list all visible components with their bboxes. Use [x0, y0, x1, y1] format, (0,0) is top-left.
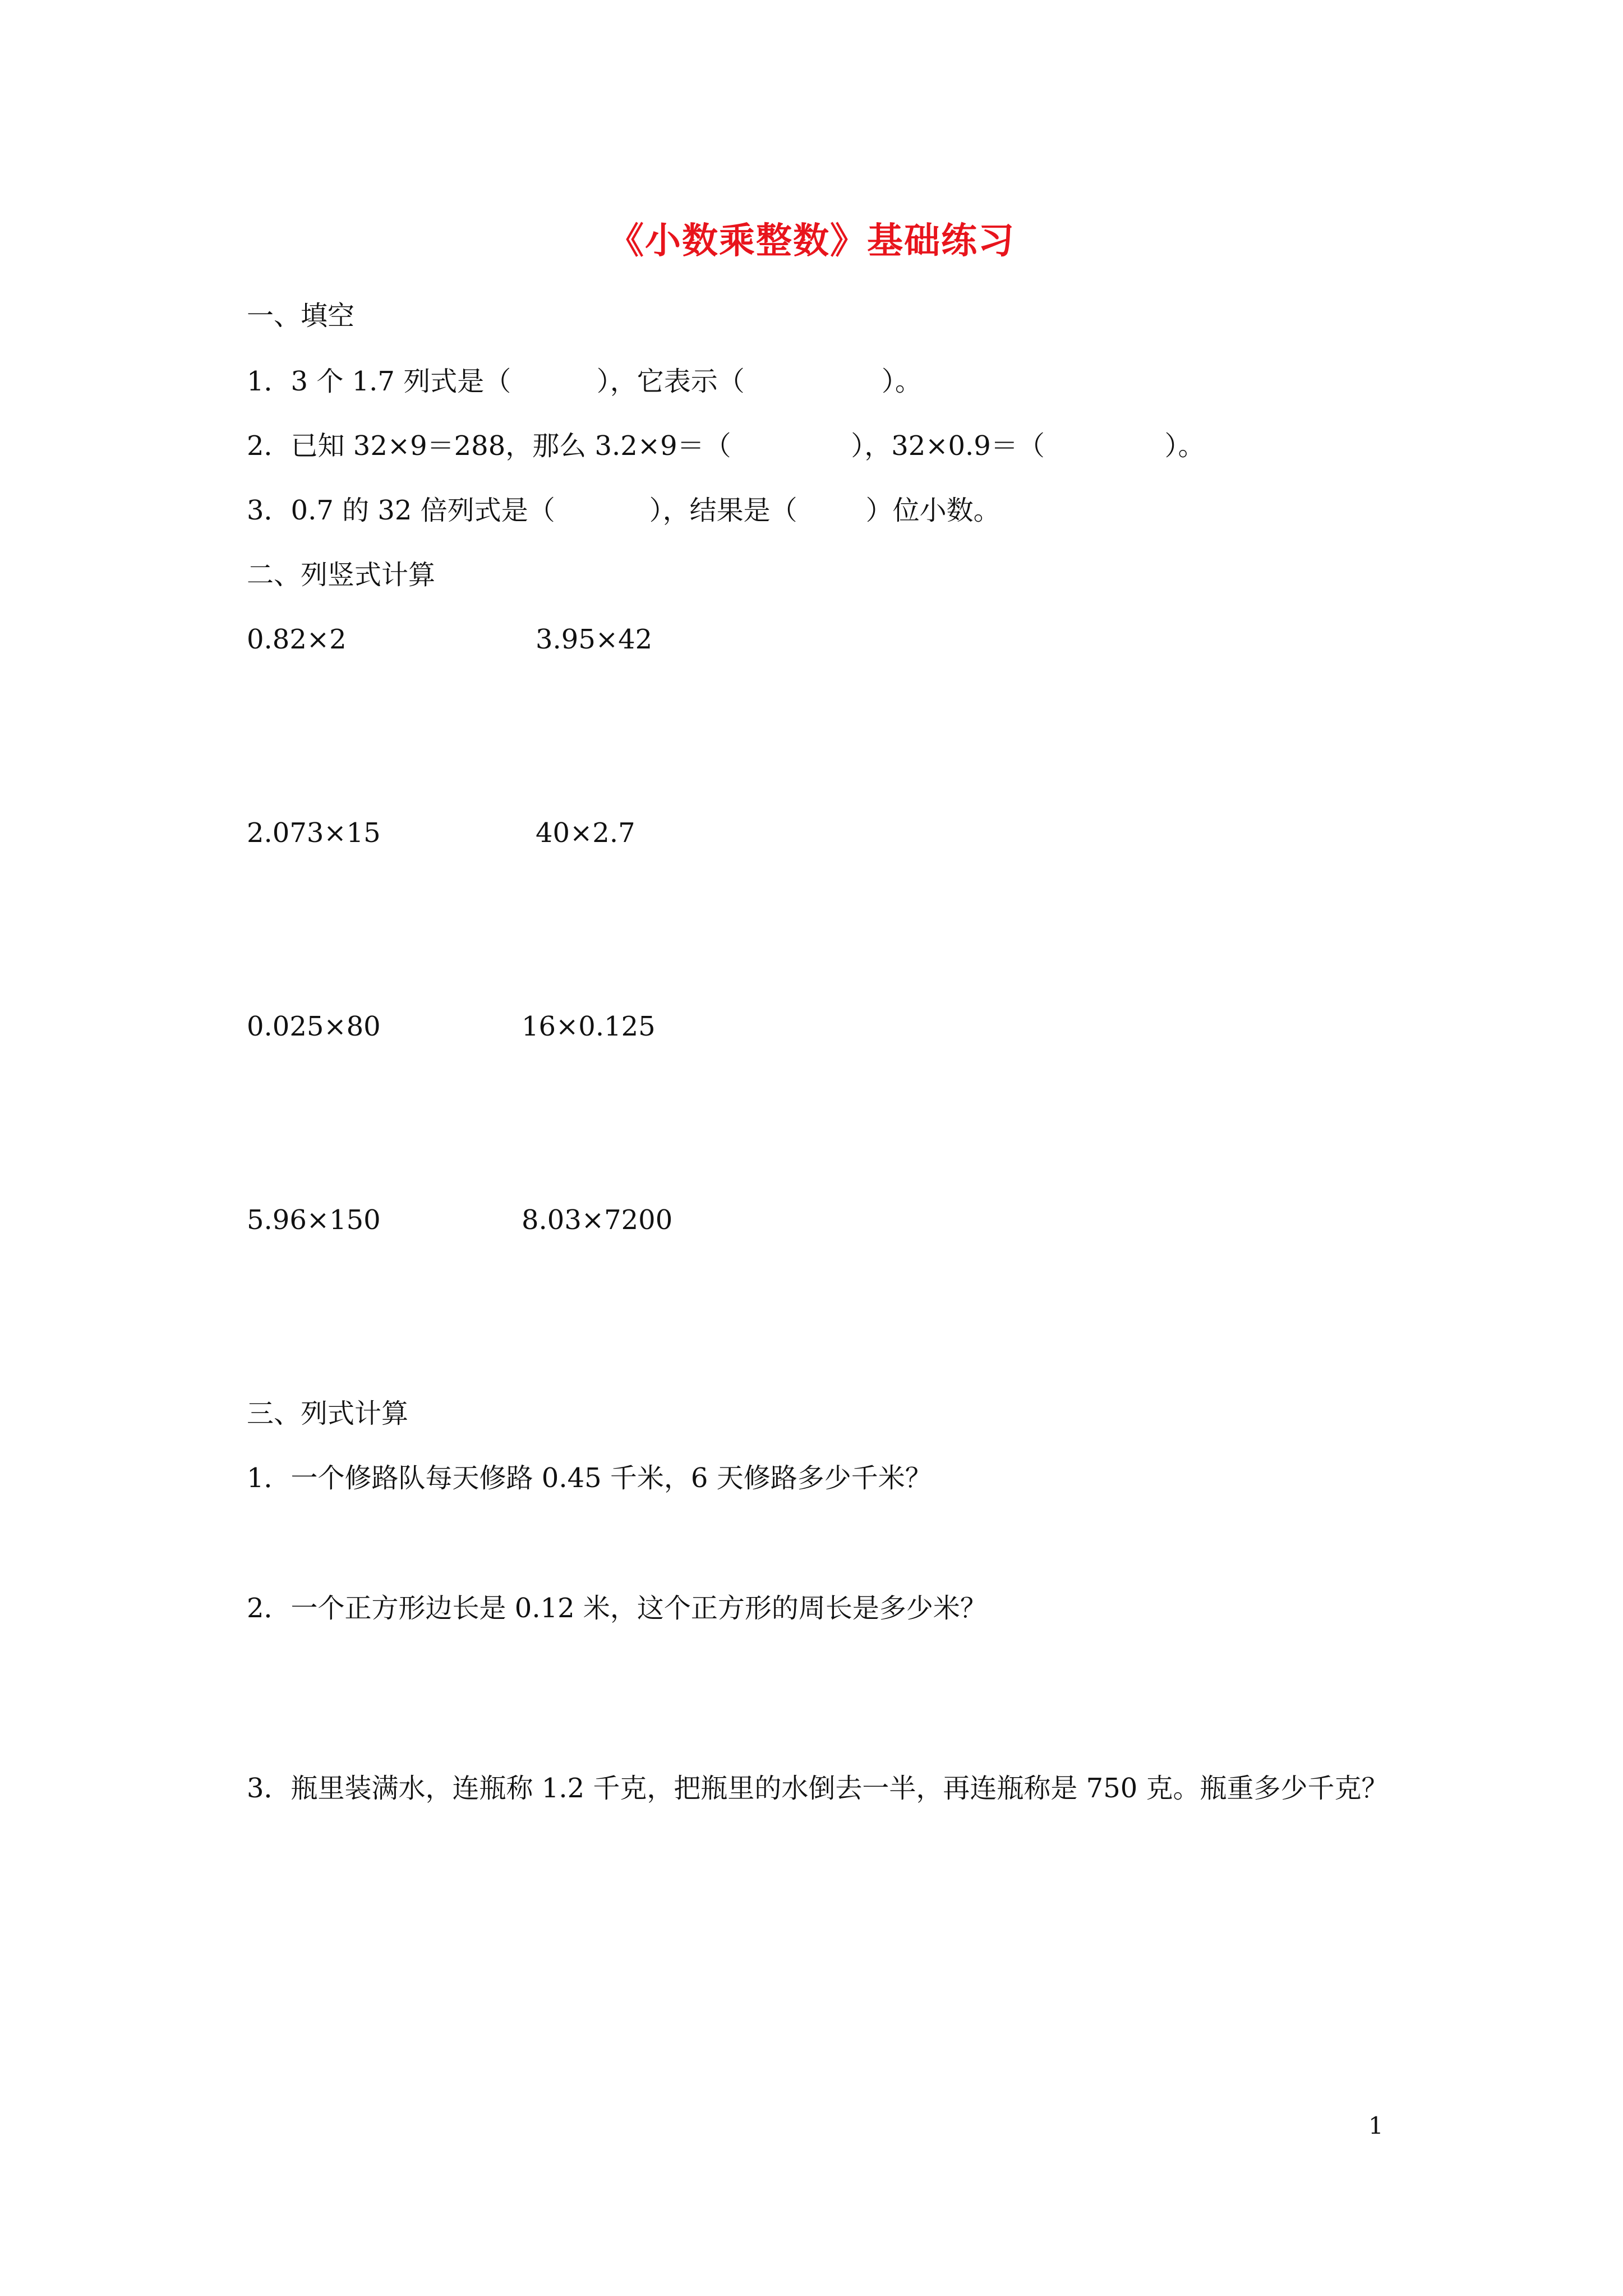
page-title: 《小数乘整数》基础练习 — [608, 220, 1015, 262]
word-problem-1: 1．一个修路队每天修路 0.45 千米，6 天修路多少千米？ — [247, 1462, 932, 1494]
calc-item-2: 3.95×42 — [536, 624, 653, 655]
fill-blank-question-2: 2．已知 32×9＝288，那么 3.2×9＝（ ），32×0.9＝（ ）。 — [247, 430, 1205, 462]
section-heading-word-problems: 三、列式计算 — [247, 1398, 409, 1429]
calc-item-8: 8.03×7200 — [522, 1204, 673, 1236]
calc-item-1: 0.82×2 — [247, 624, 347, 655]
calc-item-6: 16×0.125 — [522, 1011, 656, 1042]
word-problem-2: 2．一个正方形边长是 0.12 米，这个正方形的周长是多少米？ — [247, 1593, 987, 1624]
fill-blank-question-3: 3．0.7 的 32 倍列式是（ ），结果是（ ）位小数。 — [247, 495, 1000, 526]
word-problem-3: 3．瓶里装满水，连瓶称 1.2 千克，把瓶里的水倒去一半，再连瓶称是 750 克。瓶重多少千克？ — [247, 1773, 1389, 1804]
calc-item-7: 5.96×150 — [247, 1204, 381, 1236]
fill-blank-question-1: 1．3 个 1.7 列式是（ ），它表示（ ）。 — [247, 366, 922, 397]
section-heading-fill-blank: 一、填空 — [247, 300, 355, 332]
calc-item-3: 2.073×15 — [247, 817, 381, 849]
page-number: 1 — [1368, 2112, 1384, 2139]
calc-item-4: 40×2.7 — [536, 817, 635, 849]
calc-item-5: 0.025×80 — [247, 1011, 381, 1042]
section-heading-vertical-calc: 二、列竖式计算 — [247, 559, 436, 591]
